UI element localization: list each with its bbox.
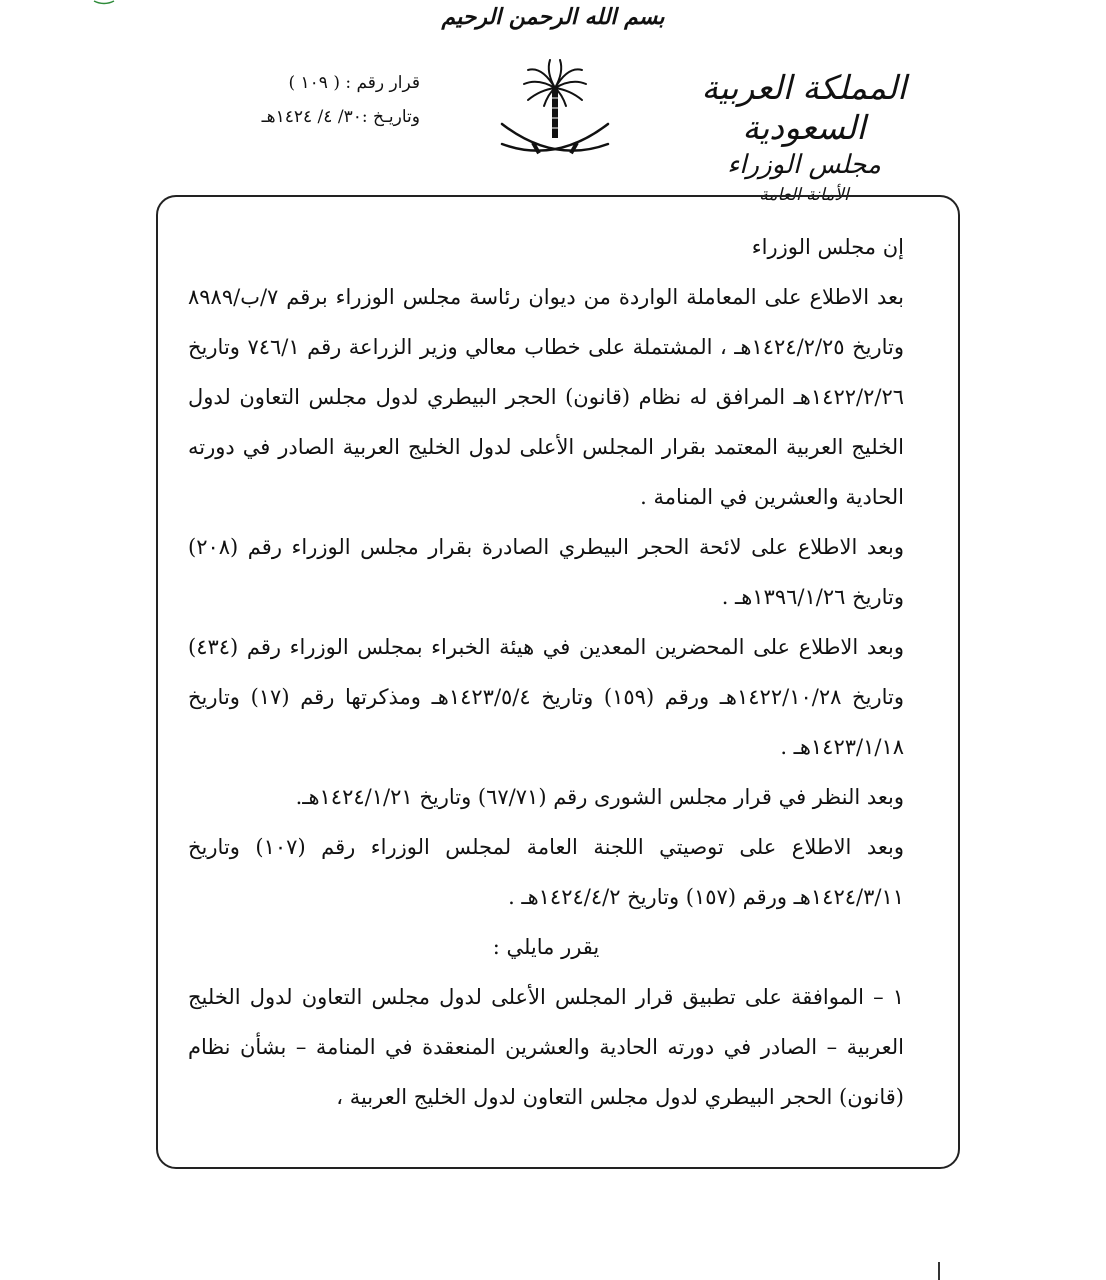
decision-date: وتاريـخ :٣٠/ ٤/ ١٤٢٤هـ xyxy=(261,107,420,127)
paragraph: وبعد الاطلاع على المحضرين المعدين في هيئة الخبراء بمجلس الوزراء رقم (٤٣٤) وتاريخ ١٤٢٢/١٠/٢٨هـ ورقم (١٥٩) وتاريخ ١٤٢٣/٥/٤هـ ومذكرتها رقم (١٧) وتاريخ ١٤٢٣/١/١٨هـ . xyxy=(188,635,904,759)
decision-body xyxy=(188,222,904,1122)
paragraph: وبعد الاطلاع على توصيتي اللجنة العامة لمجلس الوزراء رقم (١٠٧) وتاريخ ١٤٢٤/٣/١١هـ ورقم (١٥٧) وتاريخ ١٤٢٤/٤/٢هـ . xyxy=(188,835,905,909)
basmala: بسم الله الرحمن الرحيم xyxy=(441,4,665,30)
paragraph: بعد الاطلاع على المعاملة الواردة من ديوان رئاسة مجلس الوزراء برقم ٧/ب/٨٩٨٩ وتاريخ ١٤٢٤/٢/٢٥هـ ، المشتملة على خطاب معالي وزير الزراعة رقم ٧٤٦/١ وتاريخ ١٤٢٢/٢/٢٦هـ المرافق له نظام (قانون) الحجر البيطري لدول مجلس التعاون لدول الخليج العربية المعتمد بقرار المجلس الأعلى لدول الخليج العربية الصادر في دورته الحادية والعشرين في المنامة . xyxy=(188,285,905,509)
resolution-item-1: ١ – الموافقة على تطبيق قرار المجلس الأعلى لدول مجلس التعاون لدول الخليج العربية – الصادر في دورته الحادية والعشرين المنعقدة في المنامة – بشأن نظام (قانون) الحجر البيطري لدول مجلس التعاون لدول الخليج العربية ، xyxy=(188,985,904,1109)
council-name: مجلس الوزراء xyxy=(727,150,881,180)
decision-reference xyxy=(200,66,420,134)
resolves-heading: يقرر مايلي : xyxy=(492,935,600,959)
edge-mark xyxy=(938,1262,940,1280)
issuing-authority xyxy=(674,68,934,208)
opening-line: إن مجلس الوزراء xyxy=(751,235,904,259)
decision-number: قرار رقم : ( ١٠٩ ) xyxy=(288,73,420,93)
paragraph: وبعد النظر في قرار مجلس الشورى رقم (٦٧/٧١) وتاريخ ١٤٢٤/١/٢١هـ. xyxy=(295,785,904,809)
paragraph: وبعد الاطلاع على لائحة الحجر البيطري الصادرة بقرار مجلس الوزراء رقم (٢٠٨) وتاريخ ١٣٩٦/١/٢٦هـ . xyxy=(188,535,904,609)
saudi-emblem-icon xyxy=(494,52,616,172)
secretariat-name: الأمانة العامة xyxy=(759,185,849,205)
kingdom-name: المملكة العربية السعودية xyxy=(701,68,907,147)
